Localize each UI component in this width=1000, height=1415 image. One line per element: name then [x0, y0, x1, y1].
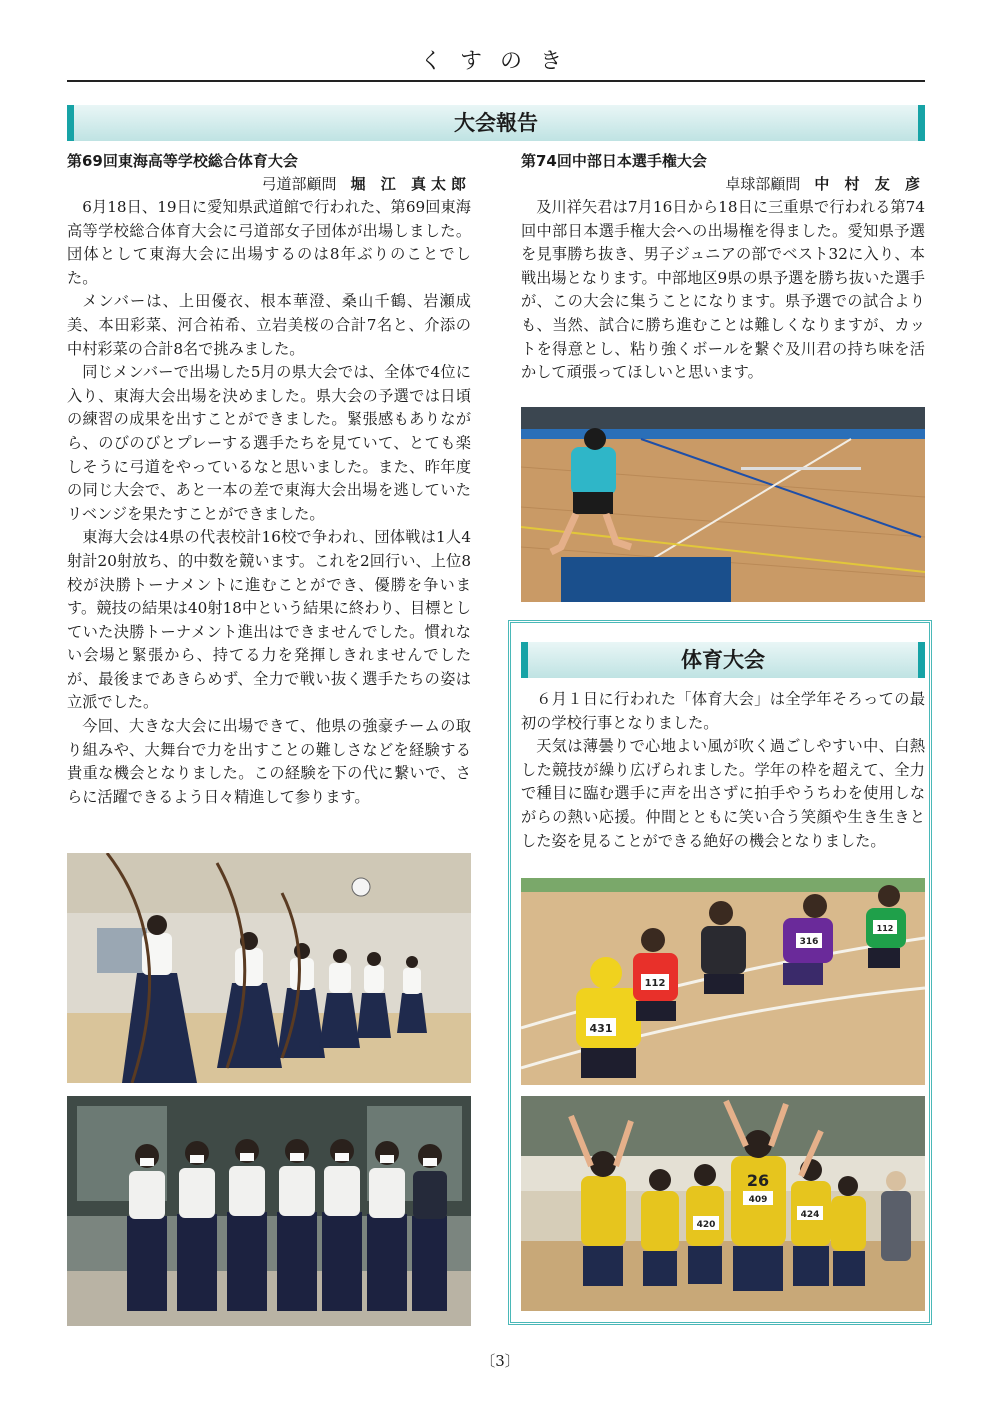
photo-cheering: [521, 1096, 925, 1311]
author-role: 卓球部顧問: [725, 175, 801, 193]
section-heading-sports-day: 体育大会: [521, 642, 925, 678]
article-author: [67, 173, 471, 194]
relay-bib-number: 431: [589, 1022, 613, 1035]
paragraph: 東海大会は4県の代表校計16校で争われ、団体戦は1人4射計20射放ち、的中数を競います。これを2回行い、上位8校が決勝トーナメントに進むことができ、優勝を争います。競技の結果は40射18中という結果に終わり、目標としていた決勝トーナメント進出はできませんでした。慣れない会場と緊張から、持てる力を発揮しきれませんでしたが、最後まであきらめず、全力で戦い抜く選手たちの姿は立派でした。: [67, 528, 471, 712]
author-name: 中 村 友 彦: [814, 175, 925, 193]
paragraph: 同じメンバーで出場した5月の県大会では、全体で4位に入り、東海大会出場を決めました。県大会の予選では日頃の練習の成果を出すことができました。緊張感もありながら、のびのびとプレーする選手たちを見ていて、とても楽しそうに弓道をやっているなと思いました。また、昨年度の同じ大会で、あと一本の差で東海大会出場を逃していたリベンジを果たすことができました。: [67, 363, 471, 523]
sports-day-body: [521, 688, 925, 853]
article-body: [521, 196, 925, 385]
relay-bib-number: 112: [644, 978, 666, 989]
author-role: 弓道部顧問: [261, 175, 337, 193]
relay-bib-number: 112: [876, 924, 894, 933]
article-author: [521, 173, 925, 194]
header-divider: [67, 80, 925, 82]
paragraph: 6月18日、19日に愛知県武道館で行われた、第69回東海高等学校総合体育大会に弓道部女子団体が出場しました。団体として東海大会に出場するのは8年ぶりのことでした。: [67, 198, 471, 287]
paragraph: 今回、大きな大会に出場できて、他県の強豪チームの取り組みや、大舞台で力を出すことの難しさなどを経験する貴重な機会となりました。この経験を下の代に繋いで、さらに活躍できるよう日々精進して参ります。: [67, 717, 471, 806]
article-title: 第74回中部日本選手権大会: [521, 152, 707, 170]
page-number: 〔3〕: [480, 1352, 520, 1370]
photo-archery-practice: [67, 853, 471, 1083]
cheering-image: [521, 1096, 925, 1311]
cheer-bib-number: 409: [748, 1195, 768, 1205]
paragraph: ６月１日に行われた「体育大会」は全学年そろっての最初の学校行事となりました。: [521, 690, 925, 732]
archery-practice-image: [67, 853, 471, 1083]
photo-relay-race: [521, 878, 925, 1085]
table-tennis-image: [521, 407, 925, 602]
newsletter-title: くすのき: [419, 49, 580, 74]
paragraph: 天気は薄曇りで心地よい風が吹く過ごしやすい中、白熱した競技が繰り広げられました。学年の枠を超えて、全力で種目に臨む選手に声を出さずに拍手やうちわを使用しながらの熱い応援。仲間とともに笑い合う笑顔や生き生きとした姿を見ることができる絶好の機会となりました。: [521, 737, 925, 850]
cheer-bib-number: 424: [800, 1210, 820, 1220]
photo-archery-team: [67, 1096, 471, 1326]
article-table-tennis: [521, 150, 925, 385]
paragraph: 及川祥矢君は7月16日から18日に三重県で行われる第74回中部日本選手権大会への出場権を得ました。愛知県予選を見事勝ち抜き、男子ジュニアの部でベスト32に入り、本戦出場となります。中部地区9県の県予選を勝ち抜いた選手が、この大会に集うことになります。県予選での試合よりも、当然、試合に勝ち進むことは難しくなりますが、カットを得意とし、粘り強くボールを繋ぐ及川君の持ち味を活かして頑張ってほしいと思います。: [521, 198, 925, 382]
section-heading-tournament-report: 大会報告: [67, 105, 925, 141]
article-title: 第69回東海高等学校総合体育大会: [67, 152, 298, 170]
article-body: [67, 196, 471, 809]
cheer-bib-number: 26: [746, 1171, 770, 1190]
relay-bib-number: 316: [799, 937, 819, 947]
article-archery: [67, 150, 471, 809]
author-name: 堀 江 真太郎: [350, 175, 471, 193]
cheer-bib-number: 420: [696, 1220, 716, 1230]
archery-team-image: [67, 1096, 471, 1326]
relay-race-image: [521, 878, 925, 1085]
paragraph: メンバーは、上田優衣、根本華澄、桑山千鶴、岩瀬成美、本田彩菜、河合祐希、立岩美桜の合計7名と、介添の中村彩菜の合計8名で挑みました。: [67, 292, 471, 358]
photo-table-tennis: [521, 407, 925, 602]
